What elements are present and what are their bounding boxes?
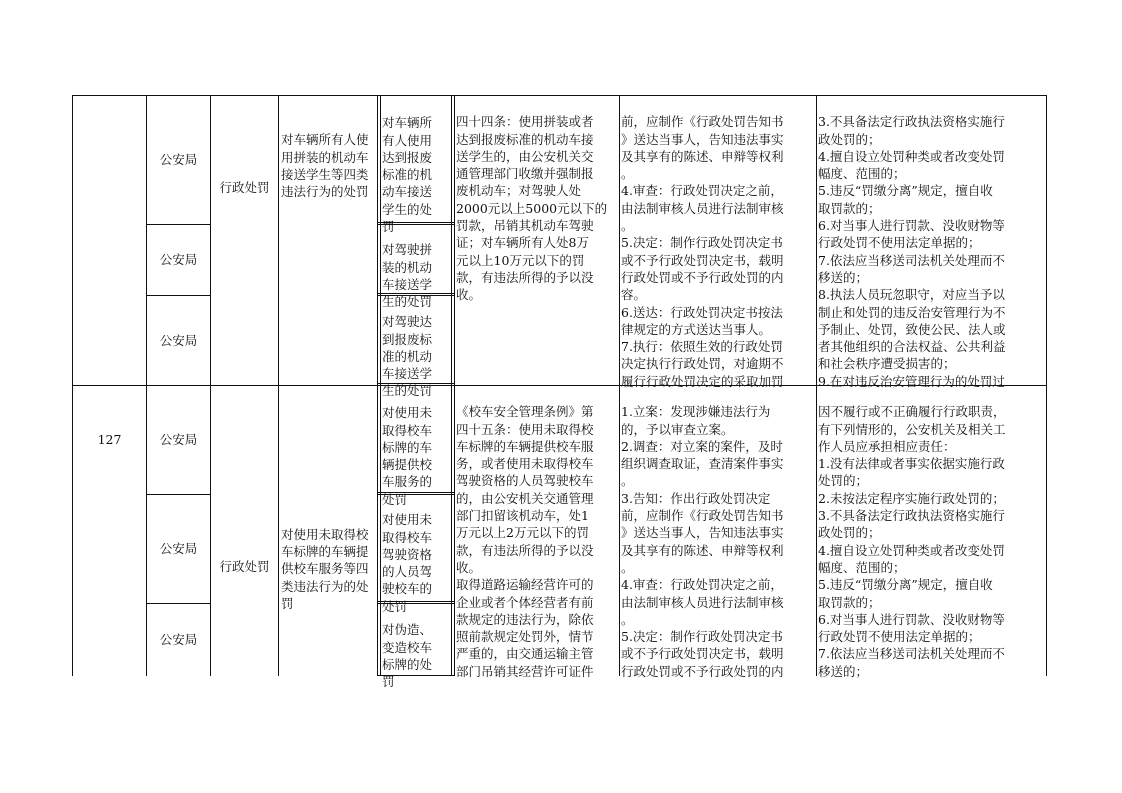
legal-basis-cell — [456, 96, 618, 385]
legal-basis: 《校车安全管理条例》第 四十五条：使用未取得校 车标牌的车辆提供校车服 务，或者使用未取得校车 驾驶资格的人员驾驶校车 的，由公安机关交通管理 部门扣留该机动车，处1 万元以上2万元以下的罚 款，有违法所得的予以没 收。 取得道路运输经营许可的 企业或者个体经营者有前 款规定的违法行为，除依 照前款规定处罚外，情节 严重的，由交通运输主管 部门吊销其经营许可证件 — [456, 404, 594, 679]
dept-label: 公安局 — [159, 631, 198, 647]
subitem-label: 对驾驶拼 装的机动 车接送学 生的处罚 — [382, 242, 433, 310]
row-number: 127 — [97, 432, 122, 448]
subitem-label: 对驾驶达 到报废标 准的机动 车接送学 生的处罚 — [382, 314, 433, 399]
category-label: 行政处罚 — [219, 559, 270, 575]
dept-cell — [147, 296, 210, 385]
subitem-label: 对使用未 取得校车 标牌的车 辆提供校 车服务的 处罚 — [382, 405, 433, 507]
subitem-label: 对使用未 取得校车 驾驶资格 的人员驾 驶校车的 处罚 — [382, 512, 433, 614]
dept-cell — [147, 386, 210, 494]
item-name-cell — [281, 510, 375, 628]
procedure: 前，应制作《行政处罚告知书 》送达当事人，告知违法事实 及其享有的陈述、申辩等权利 。 4.审查：行政处罚决定之前， 由法制审核人员进行法制审核 。 5.决定：制作行政处罚决定书 或不予行政处罚决定书，载明 行政处罚或不予行政处罚的内 容。 6.送达：行政处罚决定书按法 律规定的方式送达当事人。 7.执行：依照生效的行政处罚 决定执行行政处罚，对逾期不 履行行政处罚决定的采取加罚 — [621, 114, 784, 389]
dept-label: 公安局 — [159, 541, 198, 557]
procedure-cell — [621, 96, 815, 389]
dept-label: 公安局 — [159, 252, 198, 268]
subitem-label: 对车辆所 有人使用 达到报废 标准的机 动车接送 学生的处 罚 — [382, 115, 433, 235]
category-cell — [211, 535, 278, 599]
dept-label: 公安局 — [159, 152, 198, 168]
subitem-cell — [382, 296, 452, 399]
subitem-label: 对伪造、 变造校车 标牌的处 罚 — [382, 622, 433, 690]
dept-cell — [147, 96, 210, 224]
responsibility: 因不履行或不正确履行行政职责， 有下列情形的，公安机关及相关工 作人员应承担相应责任： 1.没有法律或者事实依据实施行政 处罚的； 2.未按法定程序实施行政处罚的； 3.不具备法定行政执法资格实施行 政处罚的； 4.擅自设立处罚种类或者改变处罚 幅度、范围的； 5.违反“罚缴分离”规定，擅自收 取罚款的； 6.对当事人进行罚款、没收财物等 行政处罚不使用法定单据的； 7.依法应当移送司法机关处理而不 移送的； — [818, 404, 1006, 679]
legal-basis-cell — [456, 386, 618, 679]
category-cell — [211, 96, 278, 280]
row-number-cell — [73, 386, 146, 494]
dept-cell — [147, 604, 210, 675]
dept-cell — [147, 495, 210, 603]
legal-basis: 四十四条：使用拼装或者 达到报废标准的机动车接 送学生的，由公安机关交 通管理部门收缴并强制报 废机动车；对驾驶人处 2000元以上5000元以下的 罚款，吊销其机动车驾驶 证；对车辆所有人处8万 元以上10万元以下的罚 款，有违法所得的予以没 收。 — [456, 114, 608, 303]
subitem-cell — [382, 387, 452, 507]
procedure: 1.立案：发现涉嫌违法行为 的，予以审查立案。 2.调查：对立案的案件，及时 组织调查取证，查清案件事实 。 3.告知：作出行政处罚决定 前，应制作《行政处罚告知书 》送达当事人，告知违法事实 及其享有的陈述、申辩等权利 。 4.审查：行政处罚决定之前， 由法制审核人员进行法制审核 。 5.决定：制作行政处罚决定书 或不予行政处罚决定书，载明 行政处罚或不予行政处罚的内 — [621, 404, 784, 679]
subitem-cell — [382, 494, 452, 614]
dept-cell — [147, 225, 210, 295]
subitem-cell — [382, 224, 452, 310]
category-label: 行政处罚 — [219, 180, 270, 196]
item-name: 对使用未取得校车标牌的车辆提供校车服务等四类违法行为的处罚 — [281, 526, 369, 611]
responsibility-cell — [818, 96, 1045, 389]
subitem-cell — [382, 604, 452, 690]
dept-label: 公安局 — [159, 432, 198, 448]
item-name: 对车辆所有人使用拼装的机动车接送学生等四类违法行为的处罚 — [281, 132, 369, 200]
item-name-cell — [281, 96, 375, 236]
procedure-cell — [621, 386, 815, 679]
dept-label: 公安局 — [159, 332, 198, 348]
subitem-cell — [382, 97, 452, 235]
responsibility: 3.不具备法定行政执法资格实施行 政处罚的； 4.擅自设立处罚种类或者改变处罚 幅度、范围的； 5.违反“罚缴分离”规定，擅自收 取罚款的； 6.对当事人进行罚款、没收财物等 行政处罚不使用法定单据的； 7.依法应当移送司法机关处理而不 移送的； 8.执法人员玩忽职守，对应当予以 制止和处罚的违反治安管理行为不 予制止、处罚，致使公民、法人或 者其他组织的合法权益、公共利益 和社会秩序遭受损害的； 9.在对违反治安管理行为的处罚过 — [818, 114, 1006, 389]
responsibility-cell — [818, 386, 1045, 679]
